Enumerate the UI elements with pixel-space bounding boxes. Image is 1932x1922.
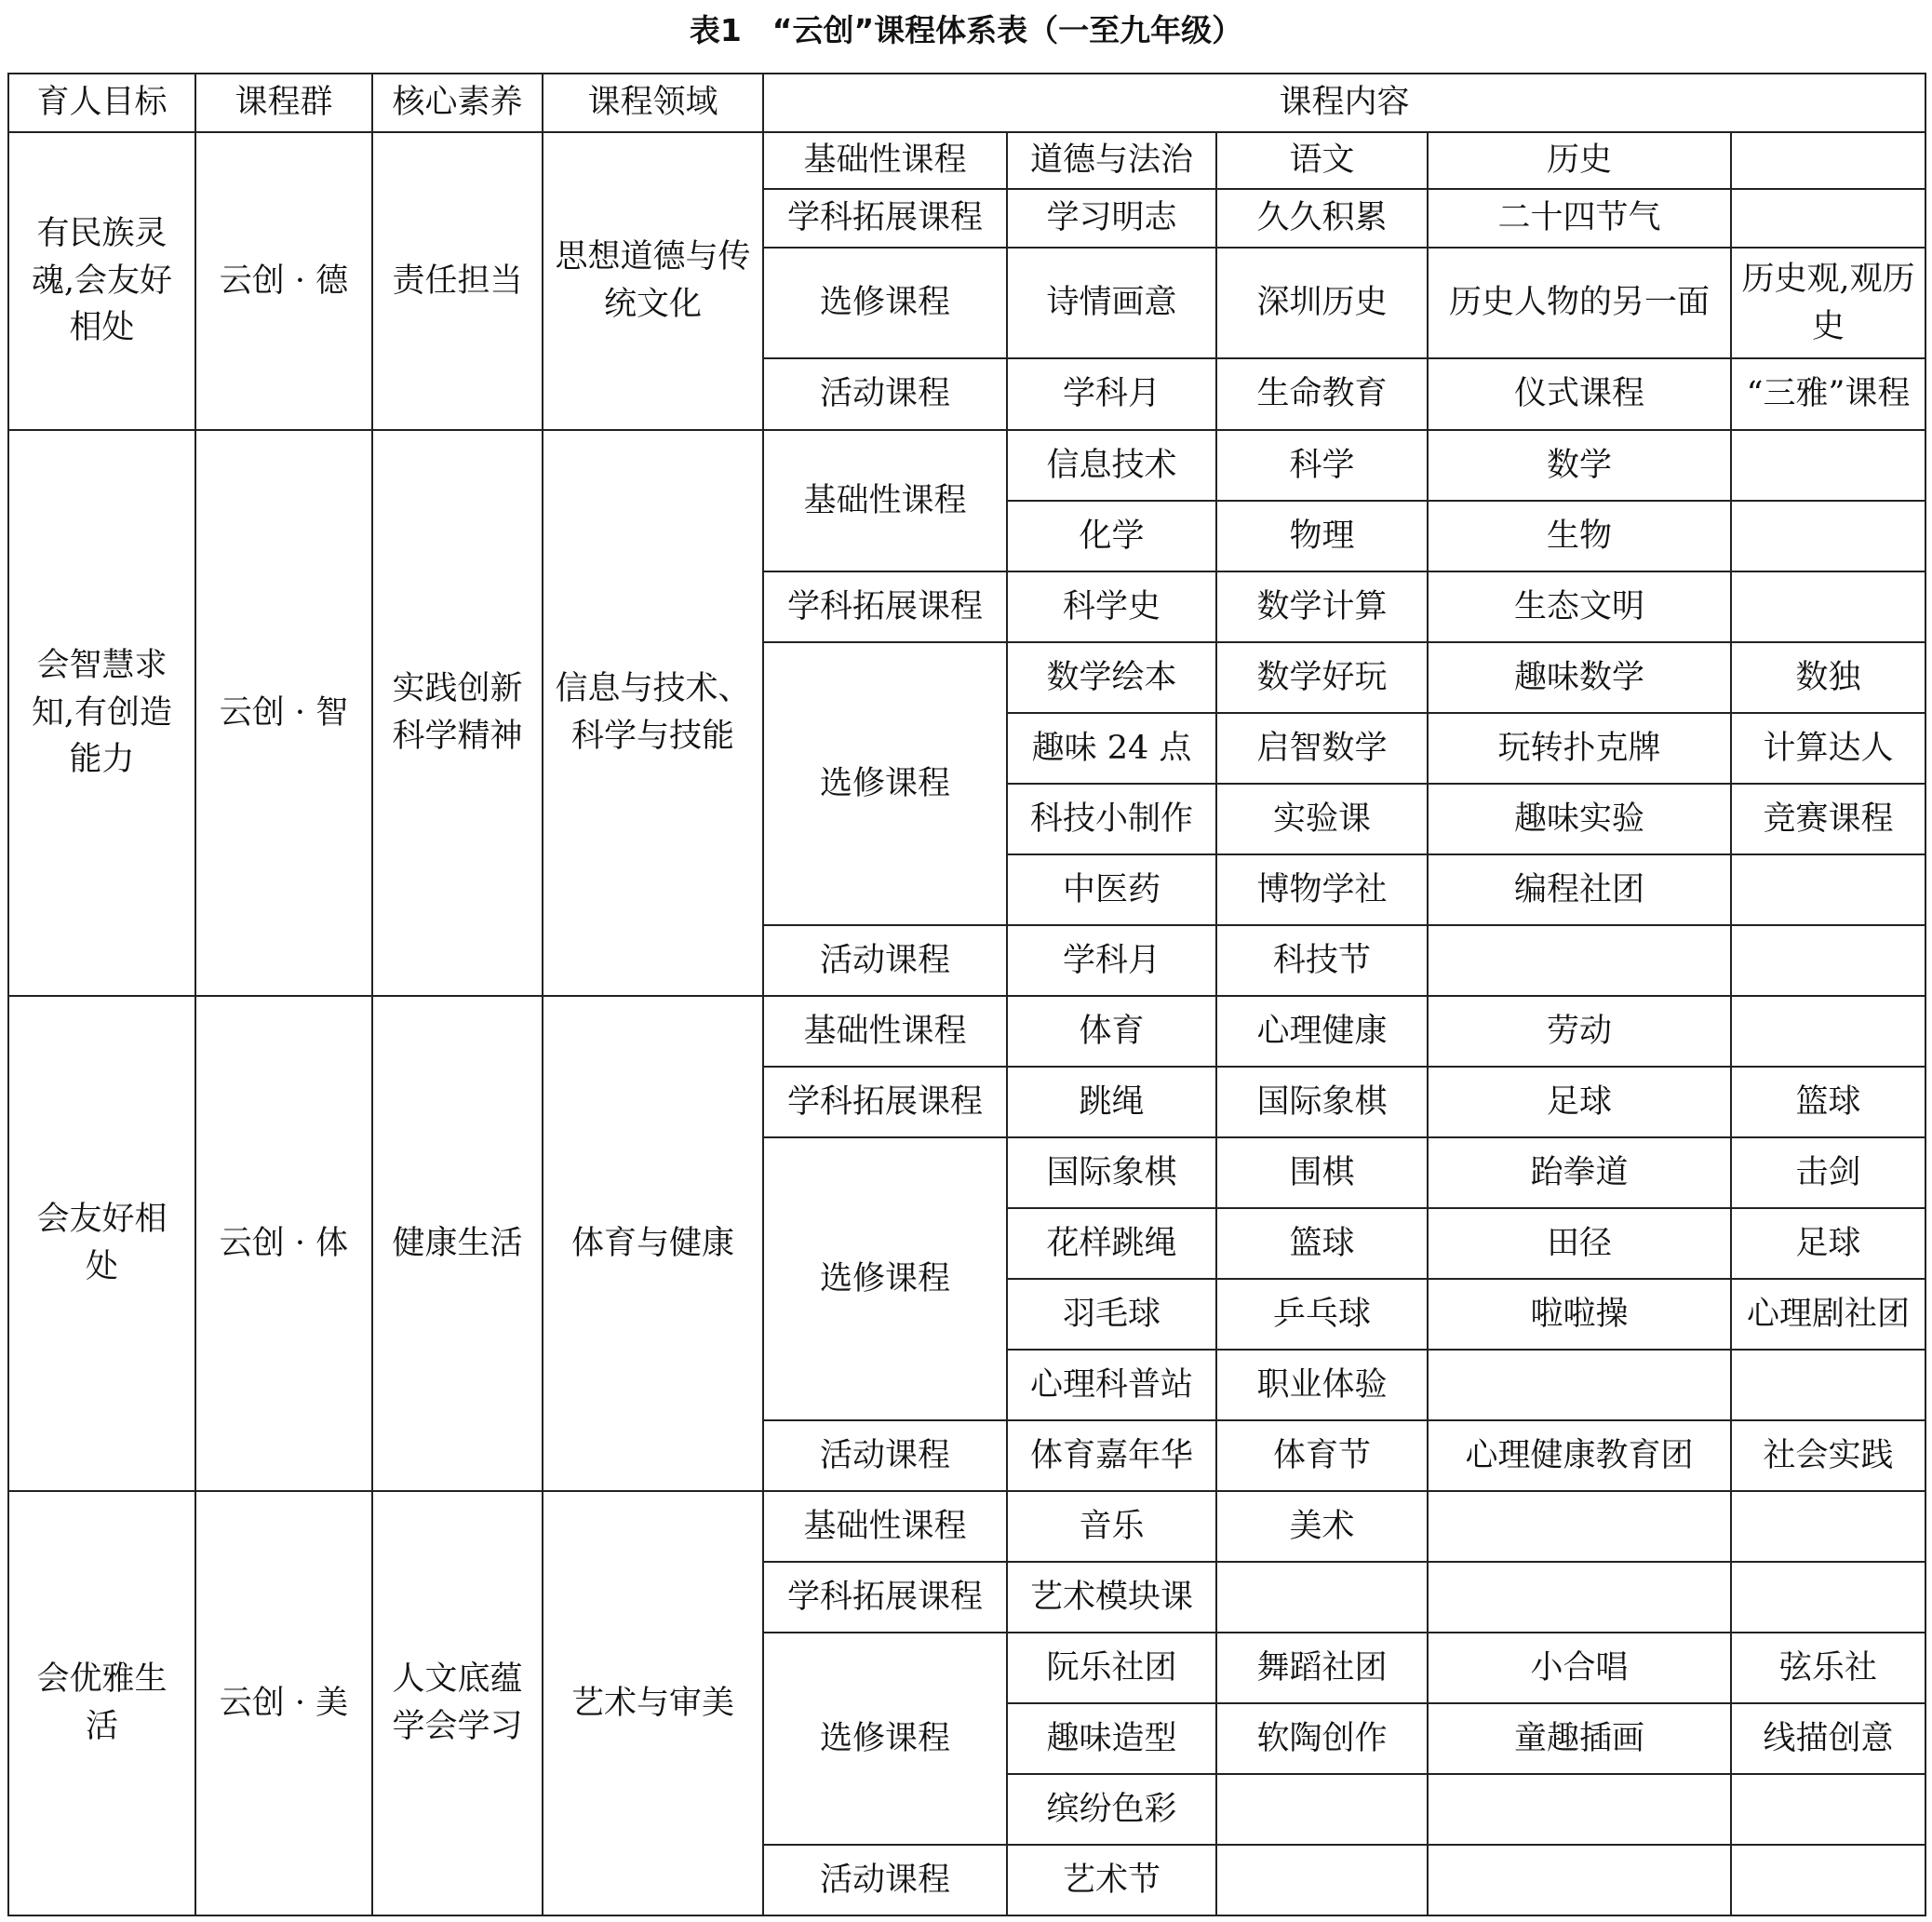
- domain-cell: 信息与技术、科学与技能: [543, 430, 763, 996]
- course-cell: 久久积累: [1216, 189, 1428, 248]
- course-cell: 体育嘉年华: [1007, 1420, 1216, 1491]
- course-cell: 心理剧社团: [1731, 1279, 1925, 1350]
- course-cell: [1731, 925, 1925, 996]
- course-cell: [1731, 430, 1925, 501]
- course-type-cell: 选修课程: [763, 1137, 1007, 1420]
- course-cell: 玩转扑克牌: [1428, 713, 1731, 784]
- course-cell: 科技小制作: [1007, 784, 1216, 854]
- course-cell: 数学: [1428, 430, 1731, 501]
- course-cell: 心理健康: [1216, 996, 1428, 1067]
- course-cell: 舞蹈社团: [1216, 1633, 1428, 1703]
- course-cell: 数学好玩: [1216, 642, 1428, 713]
- course-cell: 学习明志: [1007, 189, 1216, 248]
- course-cell: 篮球: [1731, 1067, 1925, 1137]
- course-cell: [1731, 1562, 1925, 1633]
- course-cell: [1731, 571, 1925, 642]
- course-type-cell: 学科拓展课程: [763, 1067, 1007, 1137]
- course-cell: 体育: [1007, 996, 1216, 1067]
- course-cell: 田径: [1428, 1208, 1731, 1279]
- goal-cell: 会优雅生活: [8, 1491, 195, 1915]
- table-row: [8, 430, 1925, 501]
- course-cell: 生态文明: [1428, 571, 1731, 642]
- course-type-cell: 学科拓展课程: [763, 1562, 1007, 1633]
- course-cell: 计算达人: [1731, 713, 1925, 784]
- course-cell: 体育节: [1216, 1420, 1428, 1491]
- course-cell: [1428, 1562, 1731, 1633]
- competency-cell: 责任担当: [372, 132, 543, 430]
- course-cell: [1216, 1774, 1428, 1845]
- course-cell: 科学: [1216, 430, 1428, 501]
- course-cell: [1731, 189, 1925, 248]
- course-cell: 趣味造型: [1007, 1703, 1216, 1774]
- course-cell: [1428, 1845, 1731, 1915]
- course-cell: 学科月: [1007, 358, 1216, 430]
- domain-cell: 体育与健康: [543, 996, 763, 1491]
- competency-cell: 实践创新科学精神: [372, 430, 543, 996]
- course-type-cell: 基础性课程: [763, 1491, 1007, 1562]
- table-title: 表1 “云创”课程体系表（一至九年级）: [689, 12, 1243, 48]
- course-cell: 启智数学: [1216, 713, 1428, 784]
- course-cell: [1731, 1845, 1925, 1915]
- course-cell: 科学史: [1007, 571, 1216, 642]
- course-type-cell: 选修课程: [763, 248, 1007, 358]
- course-type-cell: 活动课程: [763, 358, 1007, 430]
- course-cell: 语文: [1216, 132, 1428, 189]
- competency-cell: 人文底蕴学会学习: [372, 1491, 543, 1915]
- curriculum-table: [7, 73, 1926, 1916]
- competency-cell: 健康生活: [372, 996, 543, 1491]
- goal-cell: 会友好相处: [8, 996, 195, 1491]
- course-cell: 艺术节: [1007, 1845, 1216, 1915]
- header-cell: 课程群: [195, 74, 372, 132]
- course-type-cell: 活动课程: [763, 925, 1007, 996]
- header-cell: 育人目标: [8, 74, 195, 132]
- course-cell: 国际象棋: [1216, 1067, 1428, 1137]
- course-cell: 道德与法治: [1007, 132, 1216, 189]
- table-row: [8, 996, 1925, 1067]
- course-cell: [1428, 1491, 1731, 1562]
- course-type-cell: 活动课程: [763, 1420, 1007, 1491]
- course-cell: 二十四节气: [1428, 189, 1731, 248]
- course-cell: “三雅”课程: [1731, 358, 1925, 430]
- domain-cell: 艺术与审美: [543, 1491, 763, 1915]
- goal-cell: 有民族灵魂,会友好相处: [8, 132, 195, 430]
- course-cell: 童趣插画: [1428, 1703, 1731, 1774]
- course-cell: 围棋: [1216, 1137, 1428, 1208]
- course-cell: 仪式课程: [1428, 358, 1731, 430]
- course-cell: 学科月: [1007, 925, 1216, 996]
- course-cell: [1428, 925, 1731, 996]
- header-cell: 核心素养: [372, 74, 543, 132]
- course-cell: 击剑: [1731, 1137, 1925, 1208]
- course-cell: 生物: [1428, 501, 1731, 571]
- course-cell: 小合唱: [1428, 1633, 1731, 1703]
- course-cell: 音乐: [1007, 1491, 1216, 1562]
- course-cell: 花样跳绳: [1007, 1208, 1216, 1279]
- course-cell: 化学: [1007, 501, 1216, 571]
- course-cell: 历史人物的另一面: [1428, 248, 1731, 358]
- course-cell: 美术: [1216, 1491, 1428, 1562]
- course-cell: 国际象棋: [1007, 1137, 1216, 1208]
- course-cell: [1216, 1562, 1428, 1633]
- course-cell: [1216, 1845, 1428, 1915]
- course-cell: 心理健康教育团: [1428, 1420, 1731, 1491]
- course-type-cell: 学科拓展课程: [763, 571, 1007, 642]
- course-cell: [1731, 996, 1925, 1067]
- table-body: [8, 132, 1925, 1915]
- course-group-cell: 云创 · 德: [195, 132, 372, 430]
- course-cell: 劳动: [1428, 996, 1731, 1067]
- course-type-cell: 活动课程: [763, 1845, 1007, 1915]
- course-group-cell: 云创 · 体: [195, 996, 372, 1491]
- course-cell: 诗情画意: [1007, 248, 1216, 358]
- course-cell: [1731, 1491, 1925, 1562]
- course-cell: 弦乐社: [1731, 1633, 1925, 1703]
- header-cell: 课程领域: [543, 74, 763, 132]
- course-cell: [1731, 854, 1925, 925]
- course-cell: 历史: [1428, 132, 1731, 189]
- course-type-cell: 基础性课程: [763, 132, 1007, 189]
- course-cell: 心理科普站: [1007, 1350, 1216, 1420]
- course-cell: 职业体验: [1216, 1350, 1428, 1420]
- course-cell: 线描创意: [1731, 1703, 1925, 1774]
- header-cell: 课程内容: [763, 74, 1925, 132]
- course-cell: 中医药: [1007, 854, 1216, 925]
- course-cell: 趣味 24 点: [1007, 713, 1216, 784]
- course-cell: 数学绘本: [1007, 642, 1216, 713]
- course-cell: 乒乓球: [1216, 1279, 1428, 1350]
- course-cell: 阮乐社团: [1007, 1633, 1216, 1703]
- course-type-cell: 选修课程: [763, 1633, 1007, 1845]
- course-cell: 数学计算: [1216, 571, 1428, 642]
- course-cell: 信息技术: [1007, 430, 1216, 501]
- course-cell: 生命教育: [1216, 358, 1428, 430]
- course-cell: 物理: [1216, 501, 1428, 571]
- course-cell: 数独: [1731, 642, 1925, 713]
- domain-cell: 思想道德与传统文化: [543, 132, 763, 430]
- course-cell: 羽毛球: [1007, 1279, 1216, 1350]
- course-cell: 足球: [1428, 1067, 1731, 1137]
- course-cell: 趣味数学: [1428, 642, 1731, 713]
- course-type-cell: 基础性课程: [763, 430, 1007, 571]
- goal-cell: 会智慧求知,有创造能力: [8, 430, 195, 996]
- course-cell: 科技节: [1216, 925, 1428, 996]
- course-cell: 跳绳: [1007, 1067, 1216, 1137]
- course-cell: 缤纷色彩: [1007, 1774, 1216, 1845]
- course-type-cell: 基础性课程: [763, 996, 1007, 1067]
- course-cell: 软陶创作: [1216, 1703, 1428, 1774]
- table-row: [8, 132, 1925, 189]
- course-type-cell: 学科拓展课程: [763, 189, 1007, 248]
- course-cell: 艺术模块课: [1007, 1562, 1216, 1633]
- course-cell: 啦啦操: [1428, 1279, 1731, 1350]
- course-cell: 趣味实验: [1428, 784, 1731, 854]
- table-row: [8, 1491, 1925, 1562]
- course-cell: 社会实践: [1731, 1420, 1925, 1491]
- header-row: [8, 74, 1925, 132]
- course-cell: [1428, 1350, 1731, 1420]
- course-cell: 足球: [1731, 1208, 1925, 1279]
- course-group-cell: 云创 · 美: [195, 1491, 372, 1915]
- course-cell: 实验课: [1216, 784, 1428, 854]
- course-cell: 跆拳道: [1428, 1137, 1731, 1208]
- course-type-cell: 选修课程: [763, 642, 1007, 925]
- course-cell: 竞赛课程: [1731, 784, 1925, 854]
- course-cell: [1731, 1774, 1925, 1845]
- course-cell: [1428, 1774, 1731, 1845]
- course-cell: 博物学社: [1216, 854, 1428, 925]
- course-cell: [1731, 132, 1925, 189]
- course-group-cell: 云创 · 智: [195, 430, 372, 996]
- course-cell: [1731, 501, 1925, 571]
- course-cell: [1731, 1350, 1925, 1420]
- course-cell: 篮球: [1216, 1208, 1428, 1279]
- course-cell: 编程社团: [1428, 854, 1731, 925]
- course-cell: 深圳历史: [1216, 248, 1428, 358]
- course-cell: 历史观,观历史: [1731, 248, 1925, 358]
